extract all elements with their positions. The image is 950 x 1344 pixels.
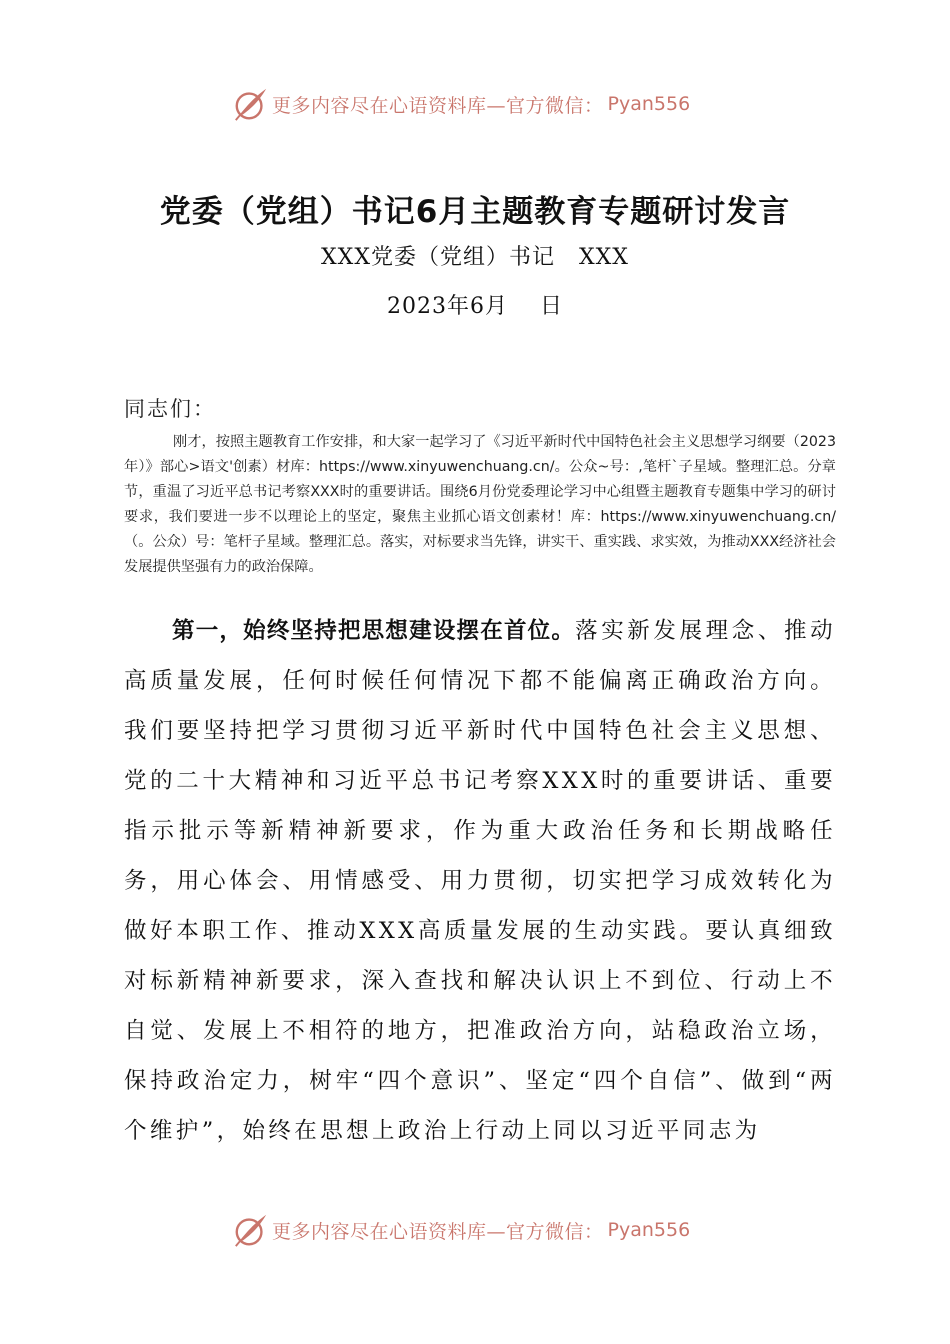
section-1-body: 落实新发展理念、推动高质量发展，任何时候任何情况下都不能偏离正确政治方向。我们要坚持把学习贯彻习近平新时代中国特色社会主义思想、党的二十大精神和习近平总书记考察XXX时的重要讲话、重要指示批示等新精神新要求，作为重大政治任务和长期战略任务，用心体会、用情感受、用力贯彻，切实把学习成效转化为做好本职工作、推动XXX高质量发展的生动实践。要认真细致对标新精神新要求，深入查找和解决认识上不到位、行动上不自觉、发展上不相符的地方，把准政治方向，站稳政治立场，保持政治定力，树牢“四个意识”、坚定“四个自信”、做到“两个维护”，始终在思想上政治上行动上同以习近平同志为 xyxy=(124,618,836,1144)
banner-text: 更多内容尽在心语资料库—官方微信： xyxy=(272,94,604,117)
salutation: 同志们： xyxy=(124,397,216,421)
intro-paragraph: 刚才，按照主题教育工作安排，和大家一起学习了《习近平新时代中国特色社会主义思想学习纲要（2023年）》部心>语文'创素）材库：https://www.xinyuwenchuang.cn/。公众~号：,笔杆`子星域。整理汇总。分章节，重温了习近平总书记考察XXX时的重要讲话。围绕6月份党委理论学习中心组暨主题教育专题集中学习的研讨要求，我们要进一步不以理论上的坚定，聚焦主业抓心语文创素材！库：https://www.xinyuwenchuang.cn/（。公众）号：笔杆子星域。整理汇总。落实，对标要求当先锋，讲实干、重实践、求实效，为推动XXX经济社会发展提供坚强有力的政治保障。 xyxy=(124,434,836,575)
section-1-paragraph xyxy=(124,606,836,1156)
header-banner xyxy=(232,84,732,124)
document-subtitle: XXX党委（党组）书记 XXX xyxy=(321,245,629,270)
banner-text: 更多内容尽在心语资料库—官方微信： xyxy=(272,1220,604,1243)
footer-banner xyxy=(232,1210,732,1250)
document-date: 2023年6月 日 xyxy=(387,294,563,319)
quill-logo-icon xyxy=(232,1211,270,1249)
section-1-heading: 第一，始终坚持把思想建设摆在首位。 xyxy=(172,618,576,644)
document-title: 党委（党组）书记6月主题教育专题研讨发言 xyxy=(159,194,791,230)
banner-wechat-id: Pyan556 xyxy=(607,93,691,115)
quill-logo-icon xyxy=(232,85,270,123)
banner-wechat-id: Pyan556 xyxy=(607,1219,691,1241)
